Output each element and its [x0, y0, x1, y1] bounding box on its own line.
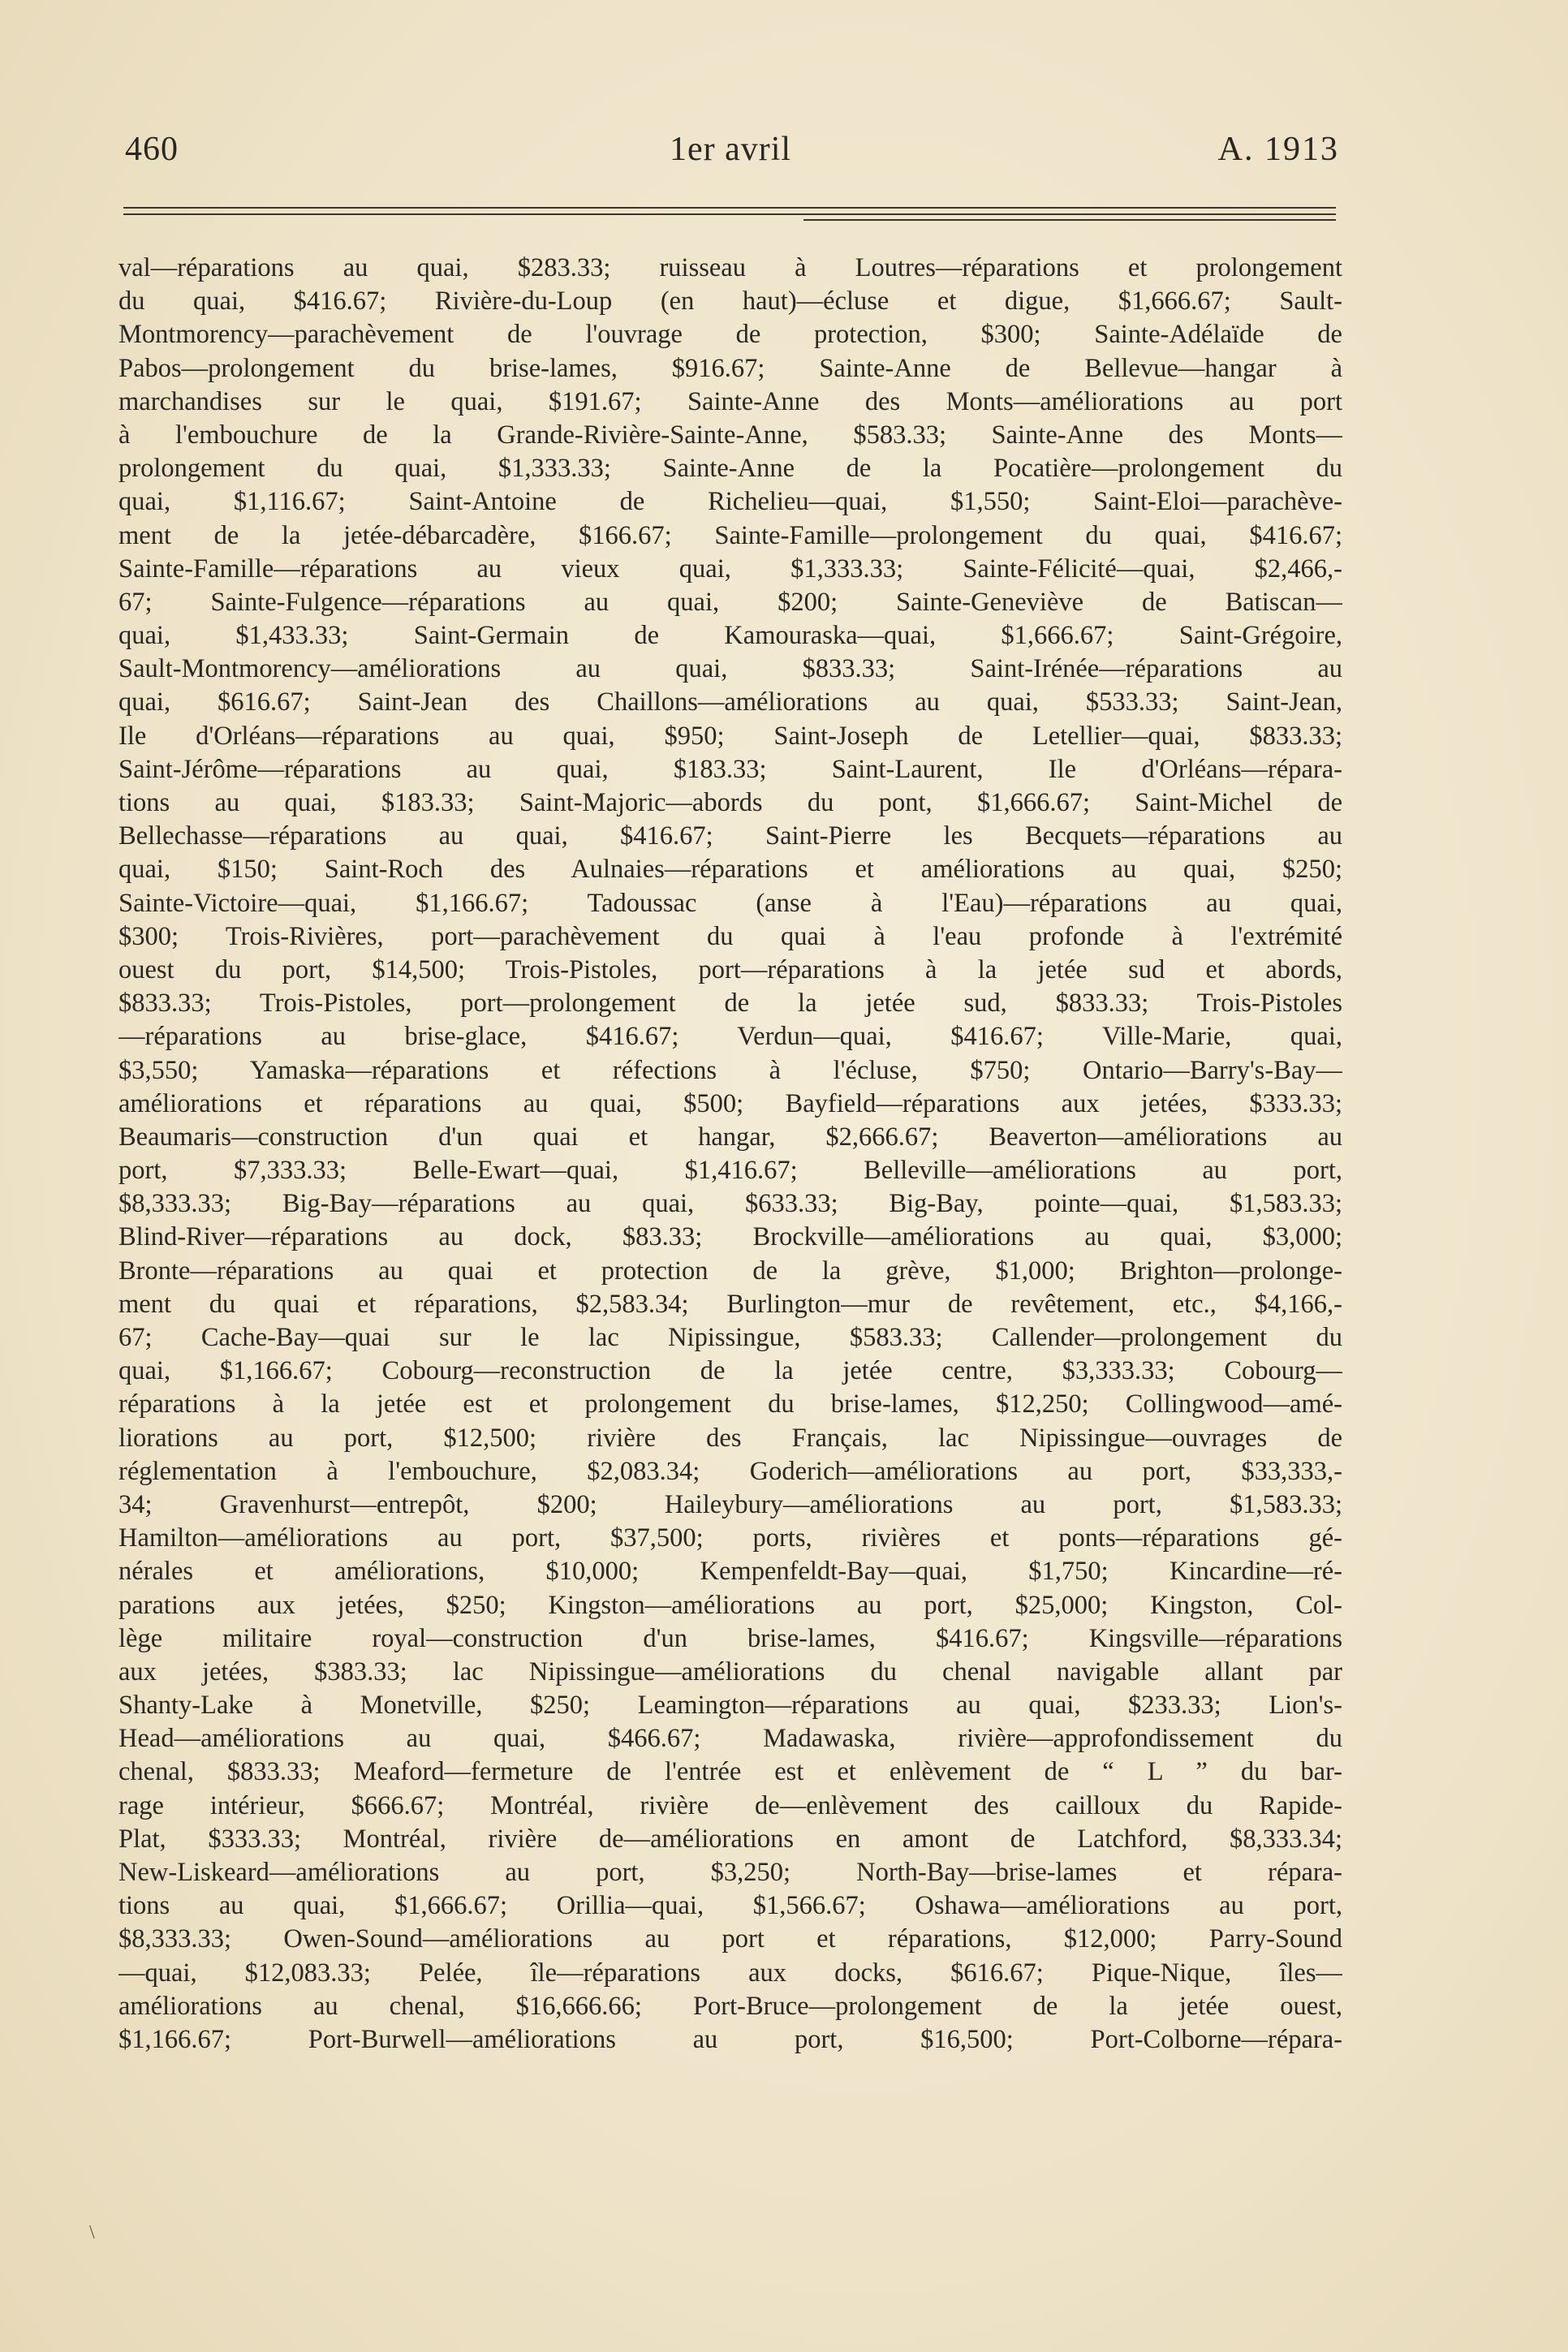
text-line: tions au quai, $1,666.67; Orillia—quai, $1,566.67; Oshawa—améliorations au port,: [118, 1891, 1342, 1921]
text-line: ment de la jetée-débarcadère, $166.67; Sainte-Famille—prolongement du quai, $416.67;: [118, 520, 1342, 550]
text-line: quai, $1,116.67; Saint-Antoine de Richelieu—quai, $1,550; Saint-Eloi—parachève-: [118, 487, 1342, 517]
text-line: Ile d'Orléans—réparations au quai, $950; Saint-Joseph de Letellier—quai, $833.33;: [118, 721, 1342, 751]
text-line: chenal, $833.33; Meaford—fermeture de l'entrée est et enlèvement de “ L ” du bar-: [118, 1757, 1342, 1787]
text-line: New-Liskeard—améliorations au port, $3,250; North-Bay—brise-lames et répara-: [118, 1858, 1342, 1887]
text-line: 34; Gravenhurst—entrepôt, $200; Haileybury—améliorations au port, $1,583.33;: [118, 1489, 1342, 1519]
text-line: ment du quai et réparations, $2,583.34; Burlington—mur de revêtement, etc., $4,166,-: [118, 1289, 1342, 1319]
text-line: Plat, $333.33; Montréal, rivière de—améliorations en amont de Latchford, $8,333.34;: [118, 1824, 1342, 1854]
text-line: Shanty-Lake à Monetville, $250; Leamington—réparations au quai, $233.33; Lion's-: [118, 1691, 1342, 1721]
text-line: parations aux jetées, $250; Kingston—améliorations au port, $25,000; Kingston, Col-: [118, 1590, 1342, 1620]
text-line: quai, $150; Saint-Roch des Aulnaies—réparations et améliorations au quai, $250;: [118, 855, 1342, 885]
text-line: $300; Trois-Rivières, port—parachèvement du quai à l'eau profonde à l'extrémité: [118, 921, 1342, 951]
text-line: Bellechasse—réparations au quai, $416.67; Saint-Pierre les Becquets—réparations au: [118, 821, 1342, 851]
text-line: 67; Cache-Bay—quai sur le lac Nipissingue, $583.33; Callender—prolongement du: [118, 1323, 1342, 1352]
text-line: —quai, $12,083.33; Pelée, île—réparations aux docks, $616.67; Pique-Nique, îles—: [118, 1958, 1342, 1988]
text-line: rage intérieur, $666.67; Montréal, rivière de—enlèvement des cailloux du Rapide-: [118, 1790, 1342, 1820]
text-line: Sainte-Famille—réparations au vieux quai, $1,333.33; Sainte-Félicité—quai, $2,466,-: [118, 554, 1342, 584]
text-line: améliorations et réparations au quai, $500; Bayfield—réparations aux jetées, $333.33;: [118, 1088, 1342, 1118]
text-line: Sault-Montmorency—améliorations au quai, $833.33; Saint-Irénée—réparations au: [118, 654, 1342, 684]
text-line: aux jetées, $383.33; lac Nipissingue—améliorations du chenal navigable allant par: [118, 1656, 1342, 1686]
header-rule-middle: [123, 213, 1336, 215]
text-line: quai, $1,166.67; Cobourg—reconstruction de la jetée centre, $3,333.33; Cobourg—: [118, 1356, 1342, 1386]
text-line: du quai, $416.67; Rivière-du-Loup (en haut)—écluse et digue, $1,666.67; Sault-: [118, 286, 1342, 317]
header-rule-short: [803, 219, 1336, 221]
text-line: 67; Sainte-Fulgence—réparations au quai, $200; Sainte-Geneviève de Batiscan—: [118, 587, 1342, 617]
text-line: quai, $616.67; Saint-Jean des Chaillons—améliorations au quai, $533.33; Saint-Jean,: [118, 687, 1342, 717]
header-year: A. 1913: [1217, 131, 1339, 168]
text-line: prolongement du quai, $1,333.33; Sainte-Anne de la Pocatière—prolongement du: [118, 454, 1342, 484]
body-text: [118, 252, 1342, 2057]
text-line: améliorations au chenal, $16,666.66; Port-Bruce—prolongement de la jetée ouest,: [118, 1991, 1342, 2021]
text-line: Blind-River—réparations au dock, $83.33; Brockville—améliorations au quai, $3,000;: [118, 1222, 1342, 1252]
text-line: $3,550; Yamaska—réparations et réfections à l'écluse, $750; Ontario—Barry's-Bay—: [118, 1055, 1342, 1085]
text-line: nérales et améliorations, $10,000; Kempenfeldt-Bay—quai, $1,750; Kincardine—ré-: [118, 1557, 1342, 1587]
text-line: lège militaire royal—construction d'un brise-lames, $416.67; Kingsville—réparations: [118, 1623, 1342, 1653]
text-line: Sainte-Victoire—quai, $1,166.67; Tadoussac (anse à l'Eau)—réparations au quai,: [118, 888, 1342, 918]
text-line: réparations à la jetée est et prolongement du brise-lames, $12,250; Collingwood—amé-: [118, 1389, 1342, 1419]
text-line: $833.33; Trois-Pistoles, port—prolongement de la jetée sud, $833.33; Trois-Pistoles: [118, 989, 1342, 1019]
text-line: —réparations au brise-glace, $416.67; Verdun—quai, $416.67; Ville-Marie, quai,: [118, 1022, 1342, 1052]
text-line: Saint-Jérôme—réparations au quai, $183.33; Saint-Laurent, Ile d'Orléans—répara-: [118, 754, 1342, 784]
header-rule-top: [123, 207, 1336, 209]
text-line: tions au quai, $183.33; Saint-Majoric—abords du pont, $1,666.67; Saint-Michel de: [118, 788, 1342, 817]
text-line: port, $7,333.33; Belle-Ewart—quai, $1,416.67; Belleville—améliorations au port,: [118, 1156, 1342, 1186]
text-line: val—réparations au quai, $283.33; ruisseau à Loutres—réparations et prolongement: [118, 253, 1342, 282]
text-line: $8,333.33; Big-Bay—réparations au quai, $633.33; Big-Bay, pointe—quai, $1,583.33;: [118, 1189, 1342, 1219]
text-line: liorations au port, $12,500; rivière des Français, lac Nipissingue—ouvrages de: [118, 1423, 1342, 1453]
text-line: Head—améliorations au quai, $466.67; Madawaska, rivière—approfondissement du: [118, 1724, 1342, 1754]
text-line: Hamilton—améliorations au port, $37,500; ports, rivières et ponts—réparations gé-: [118, 1523, 1342, 1553]
text-line: $1,166.67; Port-Burwell—améliorations au port, $16,500; Port-Colborne—répara-: [118, 2024, 1342, 2054]
header-date: 1er avril: [669, 131, 792, 168]
text-line: à l'embouchure de la Grande-Rivière-Sainte-Anne, $583.33; Sainte-Anne des Monts—: [118, 420, 1342, 450]
text-line: réglementation à l'embouchure, $2,083.34; Goderich—améliorations au port, $33,333,-: [118, 1456, 1342, 1486]
text-line: Beaumaris—construction d'un quai et hangar, $2,666.67; Beaverton—améliorations au: [118, 1122, 1342, 1152]
page-number: 460: [125, 131, 179, 168]
page-mark: \: [89, 2222, 95, 2243]
text-line: Bronte—réparations au quai et protection de la grève, $1,000; Brighton—prolonge-: [118, 1256, 1342, 1286]
text-line: Montmorency—parachèvement de l'ouvrage de protection, $300; Sainte-Adélaïde de: [118, 320, 1342, 350]
text-line: quai, $1,433.33; Saint-Germain de Kamouraska—quai, $1,666.67; Saint-Grégoire,: [118, 621, 1342, 651]
text-line: marchandises sur le quai, $191.67; Sainte-Anne des Monts—améliorations au port: [118, 386, 1342, 416]
text-line: $8,333.33; Owen-Sound—améliorations au port et réparations, $12,000; Parry-Sound: [118, 1924, 1342, 1954]
text-line: Pabos—prolongement du brise-lames, $916.67; Sainte-Anne de Bellevue—hangar à: [118, 353, 1342, 383]
page-header: [122, 130, 1339, 179]
text-line: ouest du port, $14,500; Trois-Pistoles, port—réparations à la jetée sud et abords,: [118, 954, 1342, 984]
